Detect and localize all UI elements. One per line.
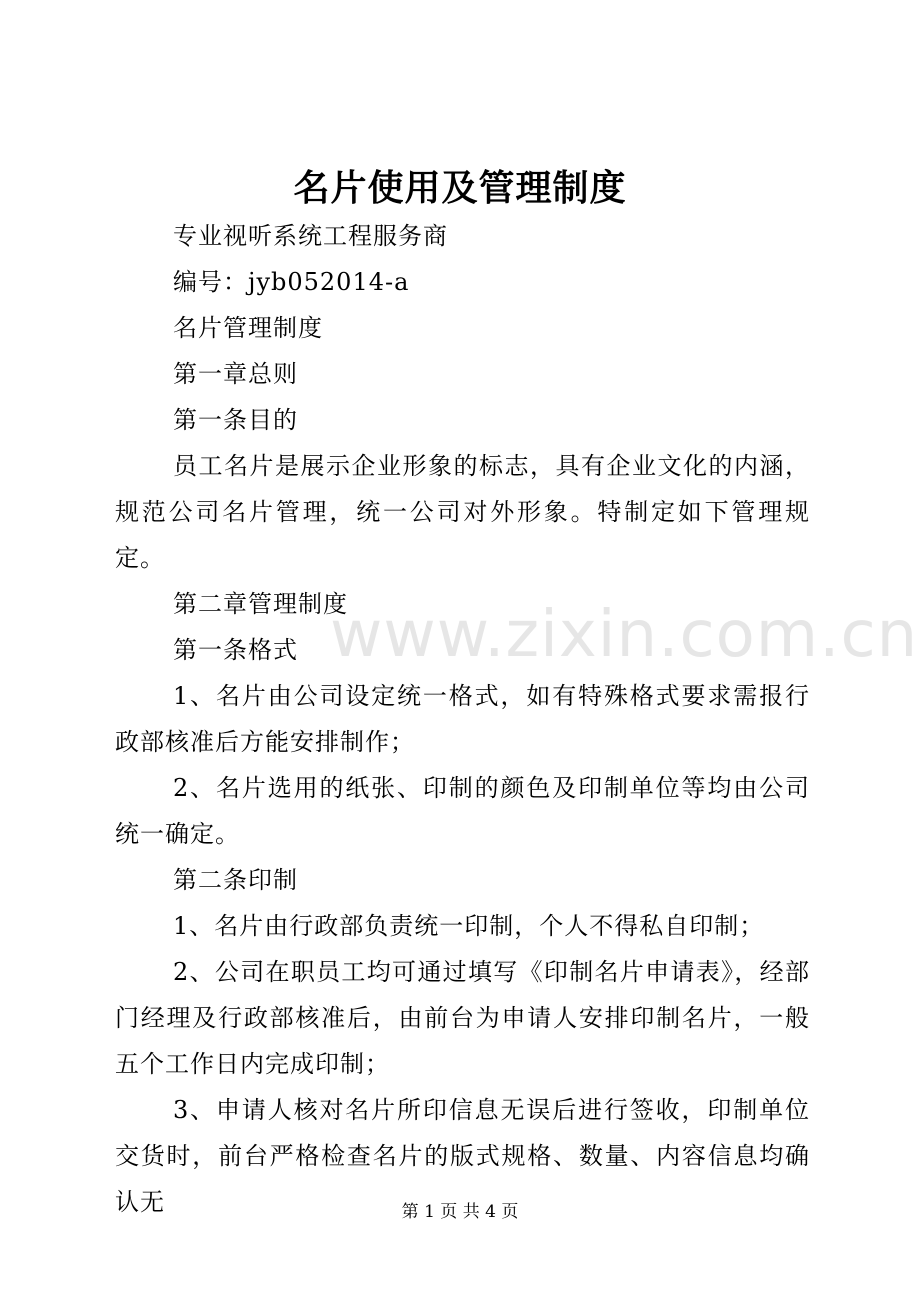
page-footer: 第 1 页 共 4 页	[401, 1202, 519, 1222]
paragraph: 员工名片是展示企业形象的标志，具有企业文化的内涵，规范公司名片管理，统一公司对外形象。特制定如下管理规定。	[115, 452, 810, 572]
document-title: 名片使用及管理制度	[293, 167, 627, 209]
paragraph: 名片管理制度	[173, 314, 323, 342]
paragraph: 专业视听系统工程服务商	[173, 222, 448, 250]
paragraph: 2、名片选用的纸张、印制的颜色及印制单位等均由公司统一确定。	[115, 774, 810, 848]
paragraph: 第二条印制	[173, 866, 298, 894]
paragraph: 第一条目的	[173, 406, 298, 434]
paragraph: 2、公司在职员工均可通过填写《印制名片申请表》，经部门经理及行政部核准后，由前台为申请人安排印制名片，一般五个工作日内完成印制；	[115, 958, 810, 1078]
paragraph: 第一章总则	[173, 360, 298, 388]
paragraph: 3、申请人核对名片所印信息无误后进行签收，印制单位交货时，前台严格检查名片的版式规格、数量、内容信息均确认无	[115, 1096, 810, 1216]
paragraph: 1、名片由公司设定统一格式，如有特殊格式要求需报行政部核准后方能安排制作；	[115, 682, 810, 756]
watermark: www.zixin.com.cn	[330, 598, 919, 672]
paragraph: 1、名片由行政部负责统一印制，个人不得私自印制；	[173, 912, 765, 940]
paragraph: 第一条格式	[173, 636, 298, 664]
document-body	[115, 213, 810, 1225]
paragraph: 编号：jyb052014-a	[173, 268, 410, 296]
paragraph: 第二章管理制度	[173, 590, 348, 618]
